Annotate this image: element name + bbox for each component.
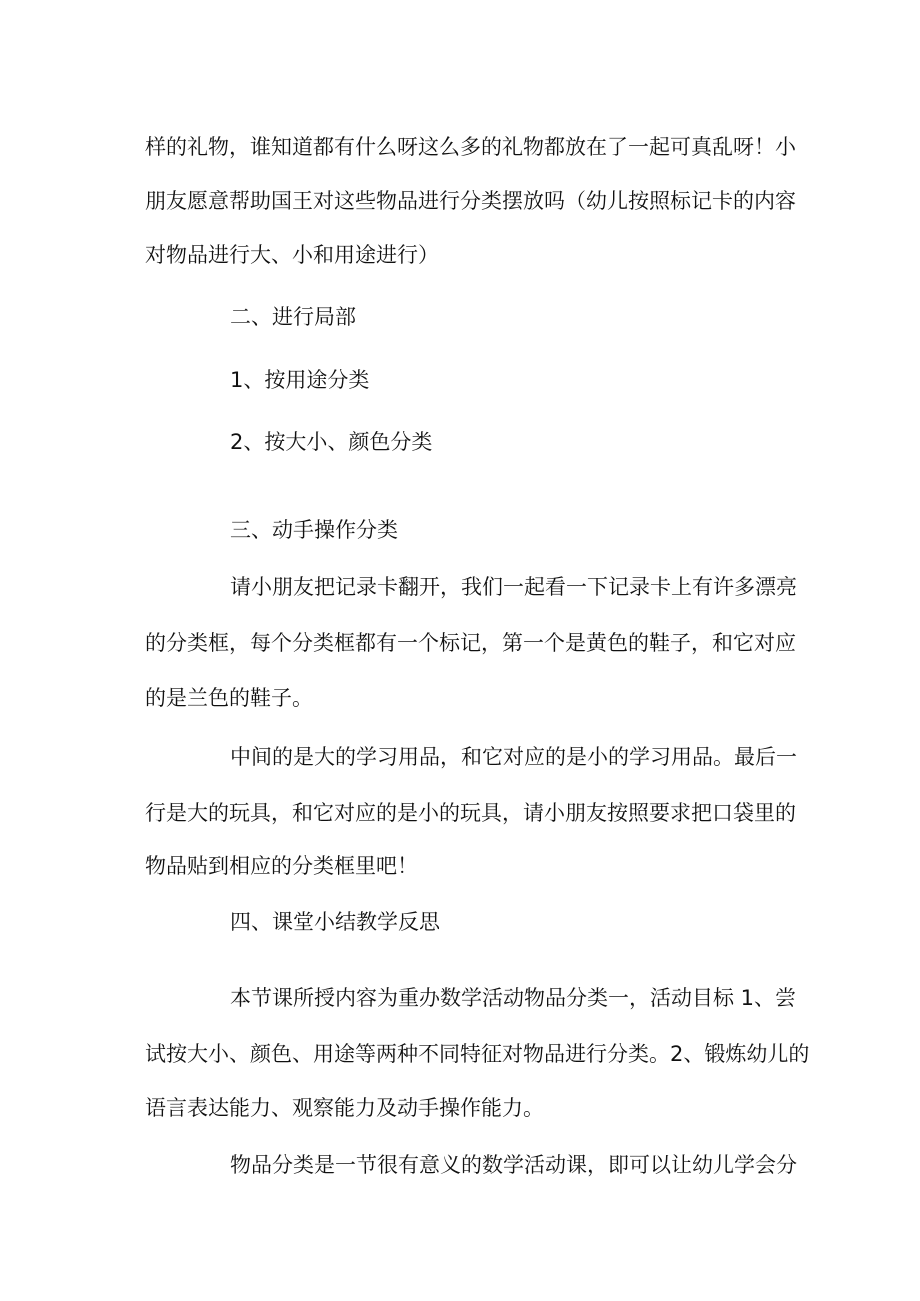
text-line: 中间的是大的学习用品，和它对应的是小的学习用品。最后一: [230, 745, 797, 769]
text-line: 朋友愿意帮助国王对这些物品进行分类摆放吗（幼儿按照标记卡的内容: [145, 189, 796, 213]
text-line: 对物品进行大、小和用途进行）: [145, 243, 439, 267]
list-item: 2、按大小、颜色分类: [230, 430, 433, 454]
text-line: 物品贴到相应的分类框里吧！: [145, 854, 418, 878]
list-item: 1、按用途分类: [230, 368, 370, 392]
section-heading: 四、课堂小结教学反思: [230, 910, 440, 934]
text-line: 的是兰色的鞋子。: [145, 686, 313, 710]
text-line: 请小朋友把记录卡翻开，我们一起看一下记录卡上有许多漂亮: [230, 575, 797, 599]
text-line: 本节课所授内容为重办数学活动物品分类一，活动目标 1、尝: [230, 986, 797, 1010]
text-line: 样的礼物，谁知道都有什么呀这么多的礼物都放在了一起可真乱呀！小: [145, 135, 796, 159]
section-heading: 二、进行局部: [230, 305, 356, 329]
section-heading: 三、动手操作分类: [230, 518, 398, 542]
text-line: 行是大的玩具，和它对应的是小的玩具，请小朋友按照要求把口袋里的: [145, 801, 796, 825]
text-line: 试按大小、颜色、用途等两种不同特征对物品进行分类。2、锻炼幼儿的: [145, 1042, 810, 1066]
text-line: 语言表达能力、观察能力及动手操作能力。: [145, 1096, 544, 1120]
text-line: 物品分类是一节很有意义的数学活动课，即可以让幼儿学会分: [230, 1153, 797, 1177]
text-line: 的分类框，每个分类框都有一个标记，第一个是黄色的鞋子，和它对应: [145, 631, 796, 655]
